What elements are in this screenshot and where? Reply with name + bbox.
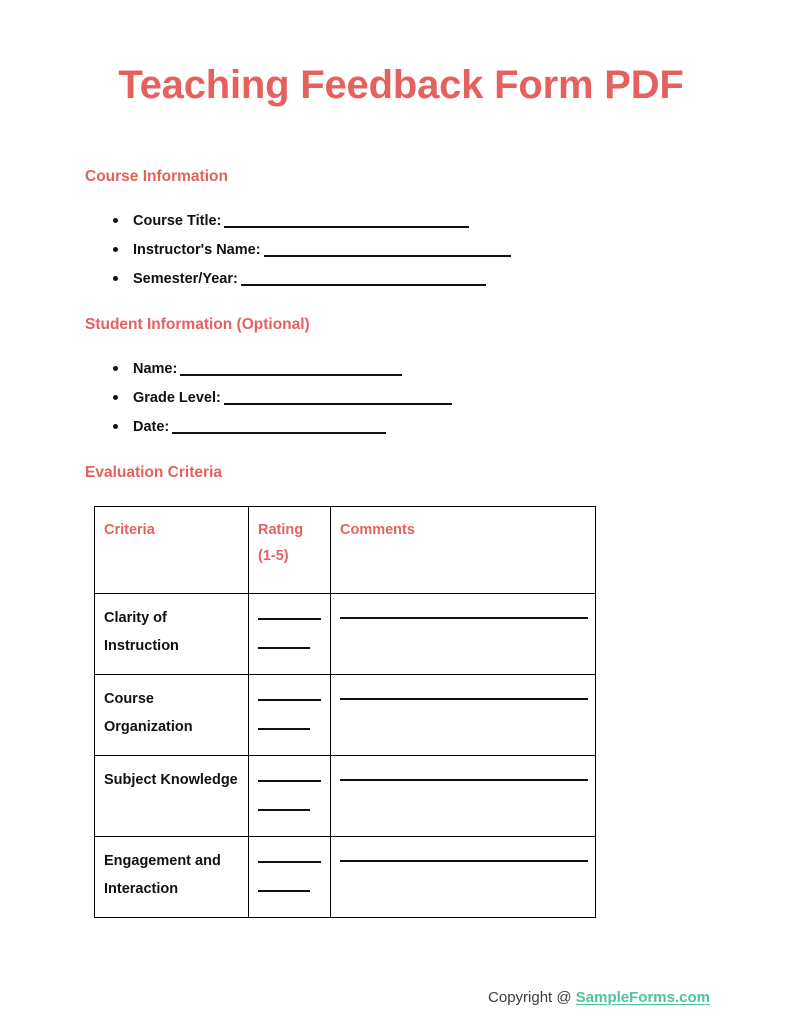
table-row [95, 594, 596, 675]
rating-blank-lines [258, 604, 322, 649]
blank-fill-line [241, 284, 486, 286]
section-heading-course-information: Course Information [85, 168, 228, 185]
cell-rating[interactable] [249, 837, 331, 918]
blank-fill-line [180, 374, 402, 376]
list-item-content [133, 388, 452, 408]
bullet-icon [113, 424, 118, 429]
cell-comments[interactable] [331, 675, 596, 756]
table-header-row [95, 507, 596, 594]
blank-fill-line [224, 403, 452, 405]
field-label: Course Title: [133, 213, 222, 229]
cell-criteria [95, 837, 249, 918]
rating-blank-lines [258, 766, 322, 811]
list-item-content [133, 240, 511, 260]
criteria-label: Subject Knowledge [104, 772, 238, 788]
bullet-icon [113, 218, 118, 223]
comment-blank-line [340, 766, 588, 781]
course-information-list [113, 211, 713, 298]
list-item-content [133, 417, 386, 437]
column-header-comments: Comments [331, 507, 596, 594]
section-heading-student-information: Student Information (Optional) [85, 316, 310, 333]
column-header-rating [249, 507, 331, 594]
rating-blank-lines [258, 685, 322, 730]
table-body [95, 594, 596, 918]
rating-blank-lines [258, 847, 322, 892]
list-item [113, 269, 713, 298]
evaluation-criteria-table [94, 506, 596, 918]
cell-comments[interactable] [331, 837, 596, 918]
sampleforms-link[interactable]: SampleForms.com [575, 989, 710, 1006]
cell-criteria [95, 756, 249, 837]
list-item [113, 388, 713, 417]
list-item [113, 240, 713, 269]
table-row [95, 675, 596, 756]
field-label: Date: [133, 419, 170, 435]
cell-comments[interactable] [331, 756, 596, 837]
criteria-label: Clarity of Instruction [104, 610, 179, 654]
cell-rating[interactable] [249, 675, 331, 756]
list-item-content [133, 269, 486, 289]
list-item [113, 359, 713, 388]
column-header-rating-line1: Rating [258, 522, 304, 538]
list-item [113, 417, 713, 446]
field-label: Instructor's Name: [133, 242, 261, 258]
student-information-list [113, 359, 713, 446]
comment-blank-line [340, 847, 588, 862]
field-label: Grade Level: [133, 390, 221, 406]
section-heading-evaluation-criteria: Evaluation Criteria [85, 464, 222, 481]
bullet-icon [113, 247, 118, 252]
column-header-criteria: Criteria [95, 507, 249, 594]
column-header-rating-line2: (1-5) [258, 548, 289, 564]
cell-criteria [95, 594, 249, 675]
bullet-icon [113, 276, 118, 281]
list-item-content [133, 211, 469, 231]
copyright-text: Copyright @ [488, 989, 576, 1006]
blank-fill-line [224, 226, 469, 228]
blank-fill-line [172, 432, 386, 434]
table-row [95, 837, 596, 918]
criteria-label: Engagement and Interaction [104, 853, 221, 897]
cell-rating[interactable] [249, 756, 331, 837]
table-header [95, 507, 596, 594]
footer-copyright [488, 989, 710, 1006]
field-label: Semester/Year: [133, 271, 238, 287]
list-item [113, 211, 713, 240]
field-label: Name: [133, 361, 178, 377]
criteria-label: Course Organization [104, 691, 193, 735]
cell-criteria [95, 675, 249, 756]
cell-rating[interactable] [249, 594, 331, 675]
bullet-icon [113, 366, 118, 371]
blank-fill-line [264, 255, 511, 257]
comment-blank-line [340, 604, 588, 619]
table-row [95, 756, 596, 837]
page-title: Teaching Feedback Form PDF [118, 63, 684, 107]
list-item-content [133, 359, 402, 379]
comment-blank-line [340, 685, 588, 700]
cell-comments[interactable] [331, 594, 596, 675]
bullet-icon [113, 395, 118, 400]
